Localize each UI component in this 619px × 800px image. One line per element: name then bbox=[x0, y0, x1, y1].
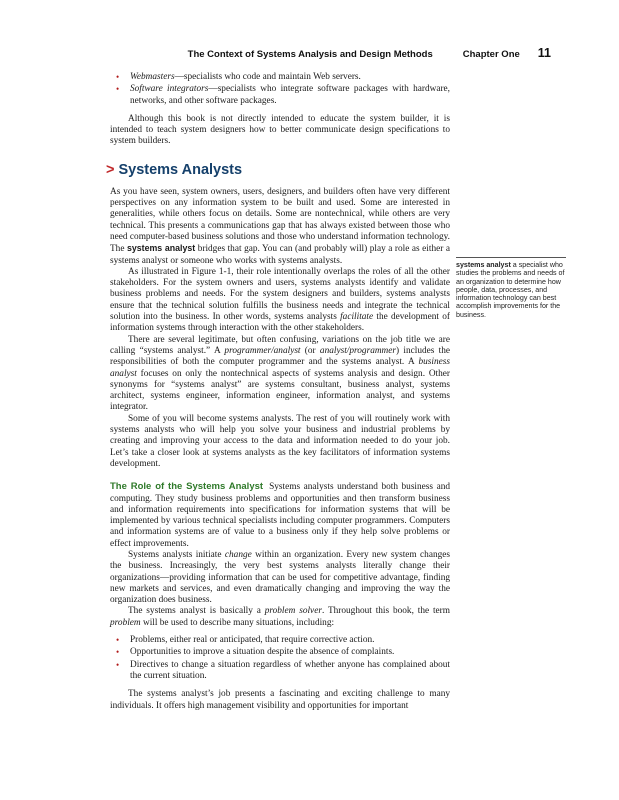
list-item bbox=[110, 660, 450, 683]
bullet-icon: • bbox=[116, 84, 120, 95]
definition-term: systems analyst bbox=[456, 261, 511, 269]
running-title: The Context of Systems Analysis and Design Methods bbox=[187, 49, 433, 60]
list-item bbox=[110, 72, 450, 83]
paragraph: The systems analyst’s job presents a fascinating and exciting challenge to many individuals. It offers high management visibility and opportunities for important bbox=[110, 689, 450, 711]
text-run: Systems analysts initiate bbox=[128, 549, 225, 560]
section-title: Systems Analysts bbox=[118, 161, 243, 178]
main-column bbox=[106, 72, 451, 712]
text-run: There are several legitimate, but often confusing, variations on the job title we are calling “systems analyst.” A bbox=[110, 334, 450, 356]
text-run: Systems analysts understand both business and computing. They study business problems and opportunities and then transform business and information requirements into specifications for information systems that will be implemented by various technical specialists including computer programmers. Computers and information systems are of value to a business only if they help solve problems or effect improvements. bbox=[110, 482, 451, 549]
text-run: . Throughout this book, the term bbox=[321, 606, 450, 617]
text-run: The systems analyst is basically a bbox=[128, 606, 265, 617]
emphasis: facilitate bbox=[340, 312, 374, 323]
text-run: As you have seen, system owners, users, designers, and builders often have very different perspectives on any information system to be built and used. Some are interested in generalities, while others focus on details. Some are nontechnical, while others are very technical. This presents a communications gap that has always existed between those who need computer-based business solutions and those who understand information technology. The bbox=[110, 186, 450, 255]
text-run: As illustrated in Figure 1-1, their role intentionally overlaps the roles of all the other stakeholders. For the system owners and users, systems analysts identify and validate business problems and needs. For the system designers and builders, systems analysts ensure that the technical solution fulfills the business needs and integrate the technical solution into the business. In other words, systems analysts bbox=[110, 266, 450, 323]
paragraph bbox=[110, 335, 450, 414]
page-number: 11 bbox=[537, 46, 551, 60]
bullet-icon: • bbox=[116, 635, 120, 646]
section-arrow-icon: > bbox=[106, 161, 115, 178]
paragraph: Some of you will become systems analysts. The rest of you will routinely work with systems analysts who will help you solve your business and industrial problems by creating and improving your access to the data and information needed to do your job. Let’s take a closer look at systems analysts as the key facilitators of information systems development. bbox=[110, 413, 450, 469]
bullet-term: Webmasters bbox=[130, 72, 175, 82]
definition-text: a specialist who studies the problems and needs of an organization to determine how people, data, processes, and information technology can best accomplish improvements for the business. bbox=[456, 261, 565, 319]
text-run: bridges that gap. You can (and probably will) play a role as either a systems analyst or someone who works with systems analysts. bbox=[110, 244, 450, 266]
margin-definition bbox=[456, 257, 566, 319]
paragraph bbox=[110, 267, 450, 335]
bullet-icon: • bbox=[116, 72, 120, 82]
emphasis: problem solver bbox=[264, 606, 322, 617]
bullet-text: —specialists who integrate software packages with hardware, networks, and other software packages. bbox=[130, 84, 451, 106]
bullet-text: —specialists who code and maintain Web servers. bbox=[174, 72, 361, 82]
running-header bbox=[188, 46, 551, 60]
emphasis: change bbox=[224, 549, 252, 560]
bullet-text: Directives to change a situation regardless of whether anyone has complained about the current situation. bbox=[130, 659, 450, 681]
bullet-text: Opportunities to improve a situation despite the absence of complaints. bbox=[130, 647, 395, 658]
text-run: will be used to describe many situations, including: bbox=[140, 617, 335, 628]
text-run: ) includes the responsibilities of both the computer programmer and the systems analyst. A bbox=[110, 345, 451, 368]
top-bullet-list bbox=[110, 72, 450, 107]
chapter-label: Chapter One bbox=[462, 49, 520, 60]
bullet-icon: • bbox=[116, 659, 120, 670]
intro-paragraph: Although this book is not directly intended to educate the system builder, it is intended to teach system designers how to better communicate design specifications to system builders. bbox=[110, 113, 450, 147]
text-run: (or bbox=[300, 345, 320, 356]
text-run: within an organization. Every new system changes the business. Increasingly, the very best systems analysts literally change their organizations—providing information that can be used for competitive advantage, finding new markets and services, and even dramatically changing and improving the way the organization does business. bbox=[110, 549, 450, 606]
bullet-term: Software integrators bbox=[130, 84, 209, 95]
section-heading bbox=[106, 162, 450, 178]
emphasis: programmer/analyst bbox=[224, 345, 301, 356]
list-item bbox=[110, 647, 450, 658]
paragraph bbox=[110, 606, 450, 629]
list-item bbox=[110, 635, 450, 646]
text-run: the development of information systems through interaction with the other stakeholders. bbox=[110, 312, 451, 334]
paragraph bbox=[110, 481, 450, 550]
paragraph bbox=[110, 550, 450, 606]
list-item bbox=[110, 84, 450, 107]
emphasis: analyst/programmer bbox=[319, 345, 397, 356]
paragraph bbox=[110, 187, 450, 267]
bullet-icon: • bbox=[116, 647, 120, 658]
bullet-text: Problems, either real or anticipated, that require corrective action. bbox=[130, 635, 375, 646]
key-term: systems analyst bbox=[126, 243, 196, 254]
text-run: focuses on only the nontechnical aspects of systems analysis and design. Other synonyms for “systems analyst” are systems consultant, business analyst, systems architect, systems engineer, information engineer, information analyst, and systems integrator. bbox=[110, 368, 450, 413]
problem-bullet-list bbox=[110, 635, 450, 682]
emphasis: problem bbox=[110, 617, 141, 628]
subsection-title: The Role of the Systems Analyst bbox=[110, 481, 264, 493]
emphasis: business analyst bbox=[110, 357, 450, 379]
